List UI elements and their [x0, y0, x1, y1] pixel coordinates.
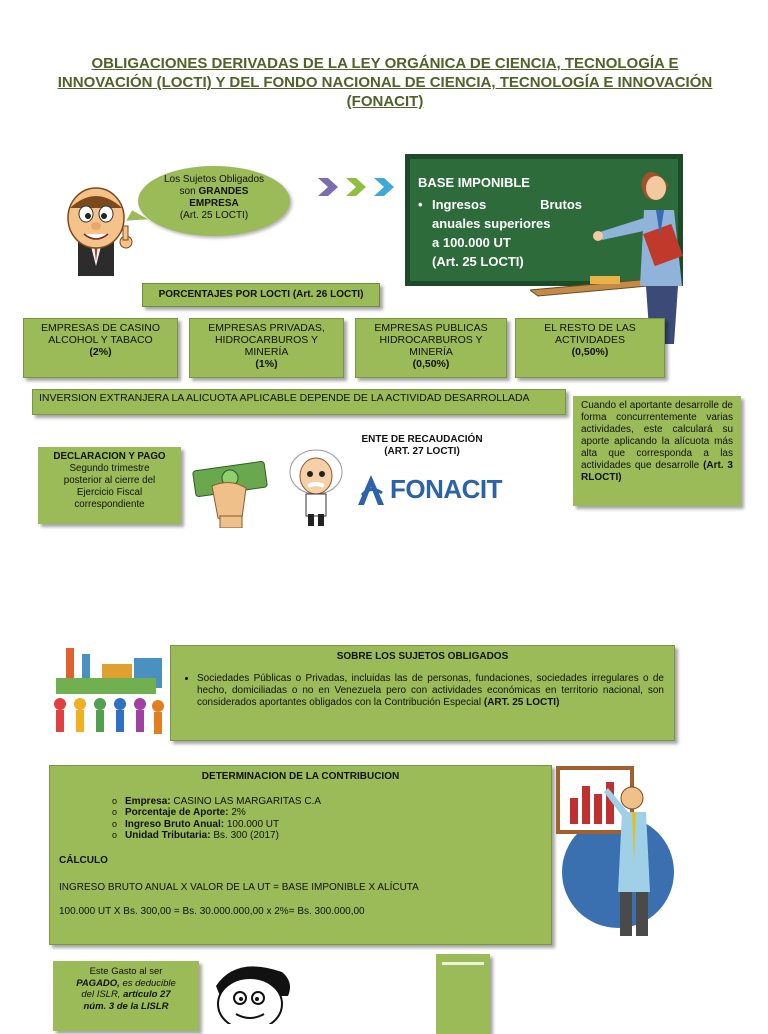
declaracion-line: Ejercicio Fiscal	[76, 487, 143, 498]
board-row-1	[418, 195, 582, 214]
cell-percentage: (0,50%)	[571, 346, 609, 358]
determinacion-item	[112, 807, 551, 819]
chevron-right-icon	[374, 178, 394, 196]
side-note-ref: (Art. 3 RLOCTI)	[581, 460, 733, 483]
declaracion-line: Segundo trimestre	[69, 463, 150, 474]
chevron-right-icon	[346, 178, 366, 196]
gasto-box	[53, 961, 199, 1031]
inversion-extranjera-bar: INVERSION EXTRANJERA LA ALICUOTA APLICABLE DEPENDE DE LA ACTIVIDAD DESARROLLADA	[32, 389, 566, 415]
item-label: Porcentaje de Aporte:	[125, 807, 229, 818]
board-row-2: anuales superiores	[432, 216, 551, 231]
fonacit-logo-text: FONACIT	[390, 474, 503, 504]
sujetos-ref: (ART. 25 LOCTI)	[483, 697, 560, 708]
gasto-line-2	[53, 978, 199, 990]
gasto-line-3	[53, 989, 199, 1001]
side-note-text: Cuando el aportante desarrolle de forma concurrentemente varias actividades, este calculará su aporte aplicando la alícuota más alta que corresponda a las actividades que desarrolle	[581, 400, 733, 471]
ente-recaudacion	[352, 434, 492, 458]
cartoon-man-illustration	[52, 182, 136, 276]
declaracion-box	[38, 447, 181, 524]
cartoon-face-illustration	[206, 962, 296, 1024]
bubble-line-2-bold: GRANDES	[198, 186, 249, 197]
gasto-line-2-rest: es deducible	[119, 977, 176, 989]
bubble-line-3	[138, 198, 290, 210]
percentage-cell-casino	[23, 318, 178, 378]
determinacion-box	[49, 765, 552, 945]
bullet-icon: •	[418, 197, 423, 212]
chevron-right-icon	[318, 178, 338, 196]
cell-line: EL RESTO DE LAS	[544, 322, 636, 334]
declaracion-line: posterior al cierre del	[63, 475, 156, 486]
cell-line: ALCOHOL Y TABACO	[48, 334, 153, 346]
percentage-cell-privadas	[189, 318, 344, 378]
determinacion-title: DETERMINACION DE LA CONTRIBUCION	[201, 771, 400, 782]
sujetos-text: Sociedades Públicas o Privadas, incluidas las de personas, fundaciones, sociedades irregulares o de hecho, domiciliadas o no en Venezuela pero con actividades económicas en territorio nacional, son considerados aportantes obligados con la Contribución Especial	[197, 673, 664, 708]
item-value: 100.000 UT	[224, 818, 280, 830]
determinacion-item	[112, 819, 551, 831]
determinacion-item	[112, 830, 551, 842]
item-label: Ingreso Bruto Anual:	[125, 818, 225, 830]
calculo-formula: INGRESO BRUTO ANUAL X VALOR DE LA UT = BASE IMPONIBLE X ALÍCUTA	[59, 882, 419, 893]
declaracion-title: DECLARACION Y PAGO	[53, 451, 166, 462]
bubble-line-1: Los Sujetos Obligados	[163, 174, 265, 185]
cell-line: MINERÍA	[244, 346, 289, 358]
industry-people-illustration	[46, 644, 166, 744]
item-label: Empresa:	[125, 795, 171, 807]
gasto-line-3-text: del ISLR,	[81, 989, 121, 1000]
fonacit-logo-icon	[356, 473, 386, 507]
bubble-line-4: (Art. 25 LOCTI)	[179, 210, 249, 221]
item-value: Bs. 300 (2017)	[210, 830, 279, 841]
speech-bubble	[138, 166, 290, 236]
gasto-line-4-bold: núm. 3 de la LISLR	[83, 1000, 169, 1012]
title-line-1: OBLIGACIONES DERIVADAS DE LA LEY ORGÁNICA DE CIENCIA, TECNOLOGÍA E	[91, 55, 679, 72]
calculo-example: 100.000 UT X Bs. 300,00 = Bs. 30.000.000,00 x 2%= Bs. 300.000,00	[59, 906, 365, 917]
percentages-header: PORCENTAJES POR LOCTI (Art. 26 LOCTI)	[142, 283, 380, 307]
gasto-line-4	[53, 1001, 199, 1013]
item-value: 2%	[228, 807, 246, 818]
cell-line: HIDROCARBUROS Y	[379, 334, 483, 346]
money-hand-illustration	[190, 456, 270, 528]
side-note	[573, 396, 741, 506]
determinacion-list	[112, 796, 551, 842]
board-row-4: (Art. 25 LOCTI)	[432, 254, 524, 269]
gasto-line-2-bold: PAGADO,	[76, 977, 120, 989]
gasto-line-3-bold: artículo 27	[120, 989, 171, 1000]
small-green-box	[436, 954, 490, 1034]
bubble-line-3-bold: EMPRESA	[189, 198, 239, 209]
bubble-line-2-pre: son	[179, 186, 199, 197]
cell-percentage: (1%)	[255, 358, 278, 370]
einstein-illustration	[286, 448, 348, 528]
sujetos-obligados-box	[170, 645, 675, 741]
determinacion-item	[112, 796, 551, 808]
item-label: Unidad Tributaria:	[125, 830, 211, 841]
sujetos-item	[197, 673, 664, 709]
percentage-cell-resto	[515, 318, 665, 378]
sujetos-title: SOBRE LOS SUJETOS OBLIGADOS	[336, 651, 509, 662]
cell-line: MINERÍA	[409, 346, 453, 358]
board-row-3: a 100.000 UT	[432, 235, 511, 250]
board-word-2: Brutos	[540, 197, 582, 212]
presenter-chart-illustration	[556, 762, 680, 942]
calculo-label: CÁLCULO	[59, 855, 108, 866]
sujetos-list	[197, 673, 664, 709]
board-title: BASE IMPONIBLE	[418, 175, 530, 190]
ente-line-2: (ART. 27 LOCTI)	[384, 446, 460, 457]
page-title	[40, 54, 730, 111]
title-line-3: (FONACIT)	[346, 93, 424, 110]
bubble-line-2	[138, 186, 290, 198]
board-list	[418, 195, 582, 271]
cell-line: EMPRESAS PUBLICAS	[374, 322, 488, 334]
percentage-cell-publicas	[355, 318, 507, 378]
cell-line: EMPRESAS DE CASINO	[40, 322, 161, 334]
cell-line: EMPRESAS PRIVADAS,	[208, 322, 325, 334]
gasto-line-1: Este Gasto al ser	[89, 966, 163, 977]
declaracion-line: correspondiente	[74, 499, 145, 510]
cell-line: HIDROCARBUROS Y	[214, 334, 319, 346]
cell-percentage: (2%)	[89, 346, 112, 358]
cell-percentage: (0,50%)	[412, 358, 450, 370]
item-value: CASINO LAS MARGARITAS C.A	[170, 795, 321, 807]
ente-line-1: ENTE DE RECAUDACIÓN	[361, 434, 483, 445]
divider	[442, 962, 484, 965]
title-line-2: INNOVACIÓN (LOCTI) Y DEL FONDO NACIONAL DE CIENCIA, TECNOLOGÍA E INNOVACIÓN	[57, 74, 713, 91]
board-word-1: Ingresos	[432, 197, 487, 212]
cell-line: ACTIVIDADES	[554, 334, 625, 346]
